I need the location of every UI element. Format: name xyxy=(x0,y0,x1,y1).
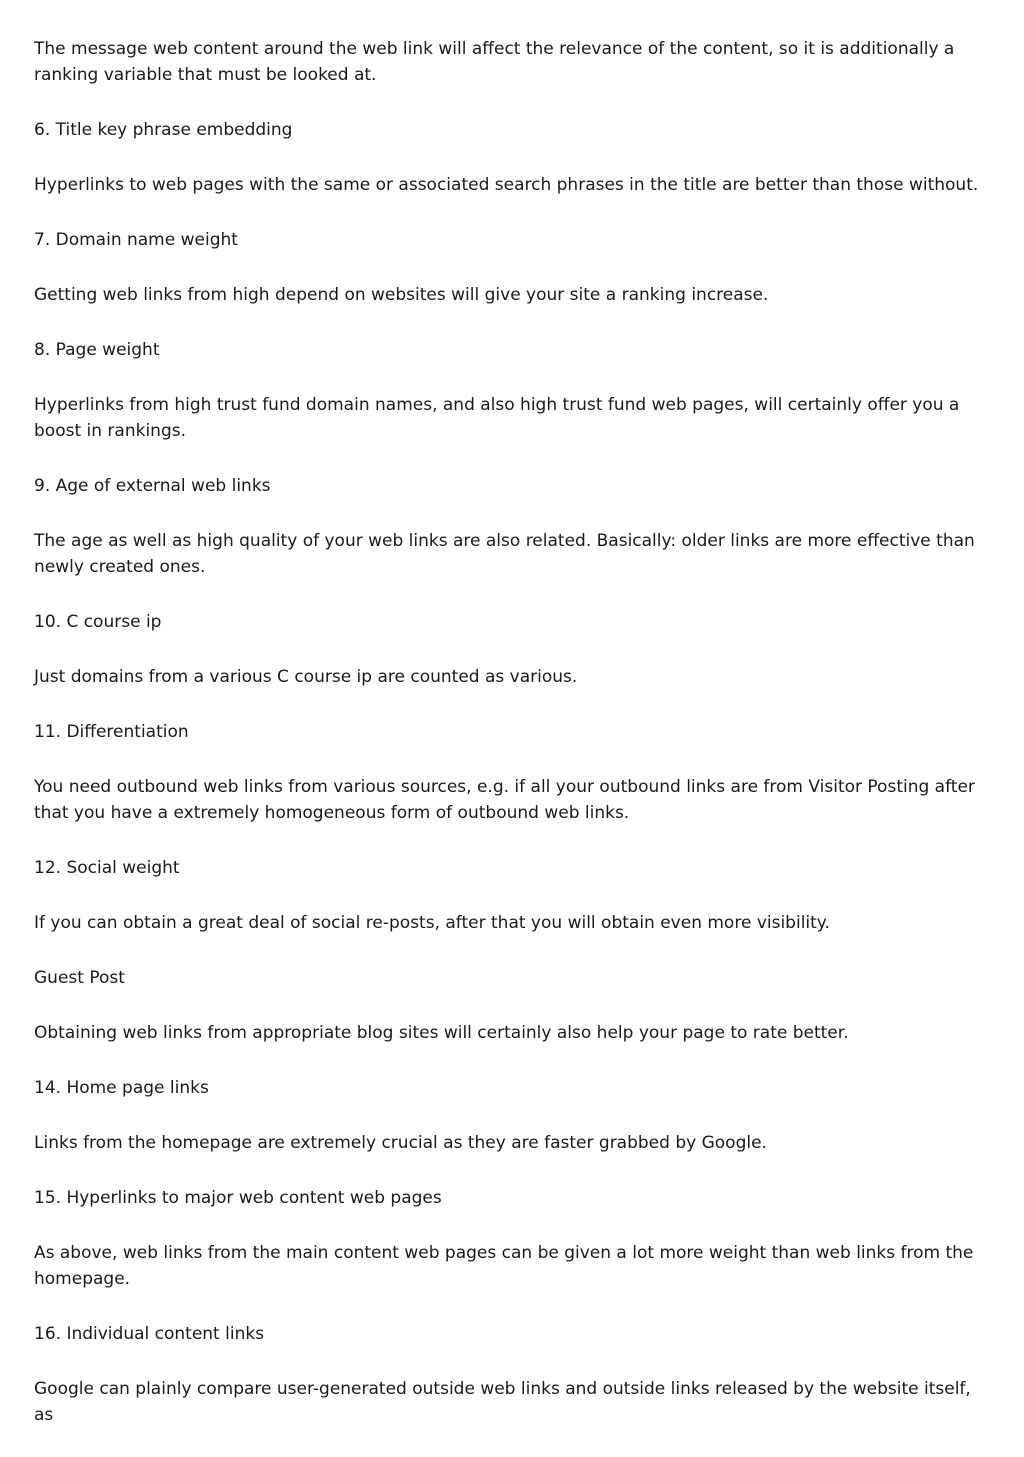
section-heading: 14. Home page links xyxy=(34,1078,209,1098)
paragraph: Links from the homepage are extremely crucial as they are faster grabbed by Google. xyxy=(34,1133,767,1153)
paragraph: Getting web links from high depend on websites will give your site a ranking increase. xyxy=(34,285,769,305)
paragraph: Google can plainly compare user-generated outside web links and outside links released by the website itself, as xyxy=(34,1379,971,1425)
section-heading: 15. Hyperlinks to major web content web pages xyxy=(34,1188,442,1208)
section-heading: 12. Social weight xyxy=(34,858,180,878)
paragraph: You need outbound web links from various sources, e.g. if all your outbound links are from Visitor Posting after that you have a extremely homogeneous form of outbound web links. xyxy=(34,777,975,823)
section-heading: 16. Individual content links xyxy=(34,1324,265,1344)
paragraph: The message web content around the web link will affect the relevance of the content, so it is additionally a ranking variable that must be looked at. xyxy=(34,39,955,85)
section-heading: 9. Age of external web links xyxy=(34,476,271,496)
section-heading: 10. C course ip xyxy=(34,612,162,632)
section-heading: Guest Post xyxy=(34,968,125,988)
paragraph: Obtaining web links from appropriate blog sites will certainly also help your page to rate better. xyxy=(34,1023,849,1043)
paragraph: The age as well as high quality of your web links are also related. Basically: older links are more effective than newly created ones. xyxy=(34,531,975,577)
paragraph: As above, web links from the main content web pages can be given a lot more weight than web links from the homepage. xyxy=(34,1243,974,1289)
paragraph: Just domains from a various C course ip are counted as various. xyxy=(34,667,578,687)
section-heading: 6. Title key phrase embedding xyxy=(34,120,293,140)
document-body xyxy=(34,36,994,1457)
paragraph: Hyperlinks from high trust fund domain names, and also high trust fund web pages, will certainly offer you a boost in rankings. xyxy=(34,395,960,441)
section-heading: 11. Differentiation xyxy=(34,722,189,742)
paragraph: Hyperlinks to web pages with the same or associated search phrases in the title are better than those without. xyxy=(34,175,979,195)
paragraph: If you can obtain a great deal of social re-posts, after that you will obtain even more visibility. xyxy=(34,913,830,933)
section-heading: 8. Page weight xyxy=(34,340,160,360)
section-heading: 7. Domain name weight xyxy=(34,230,238,250)
